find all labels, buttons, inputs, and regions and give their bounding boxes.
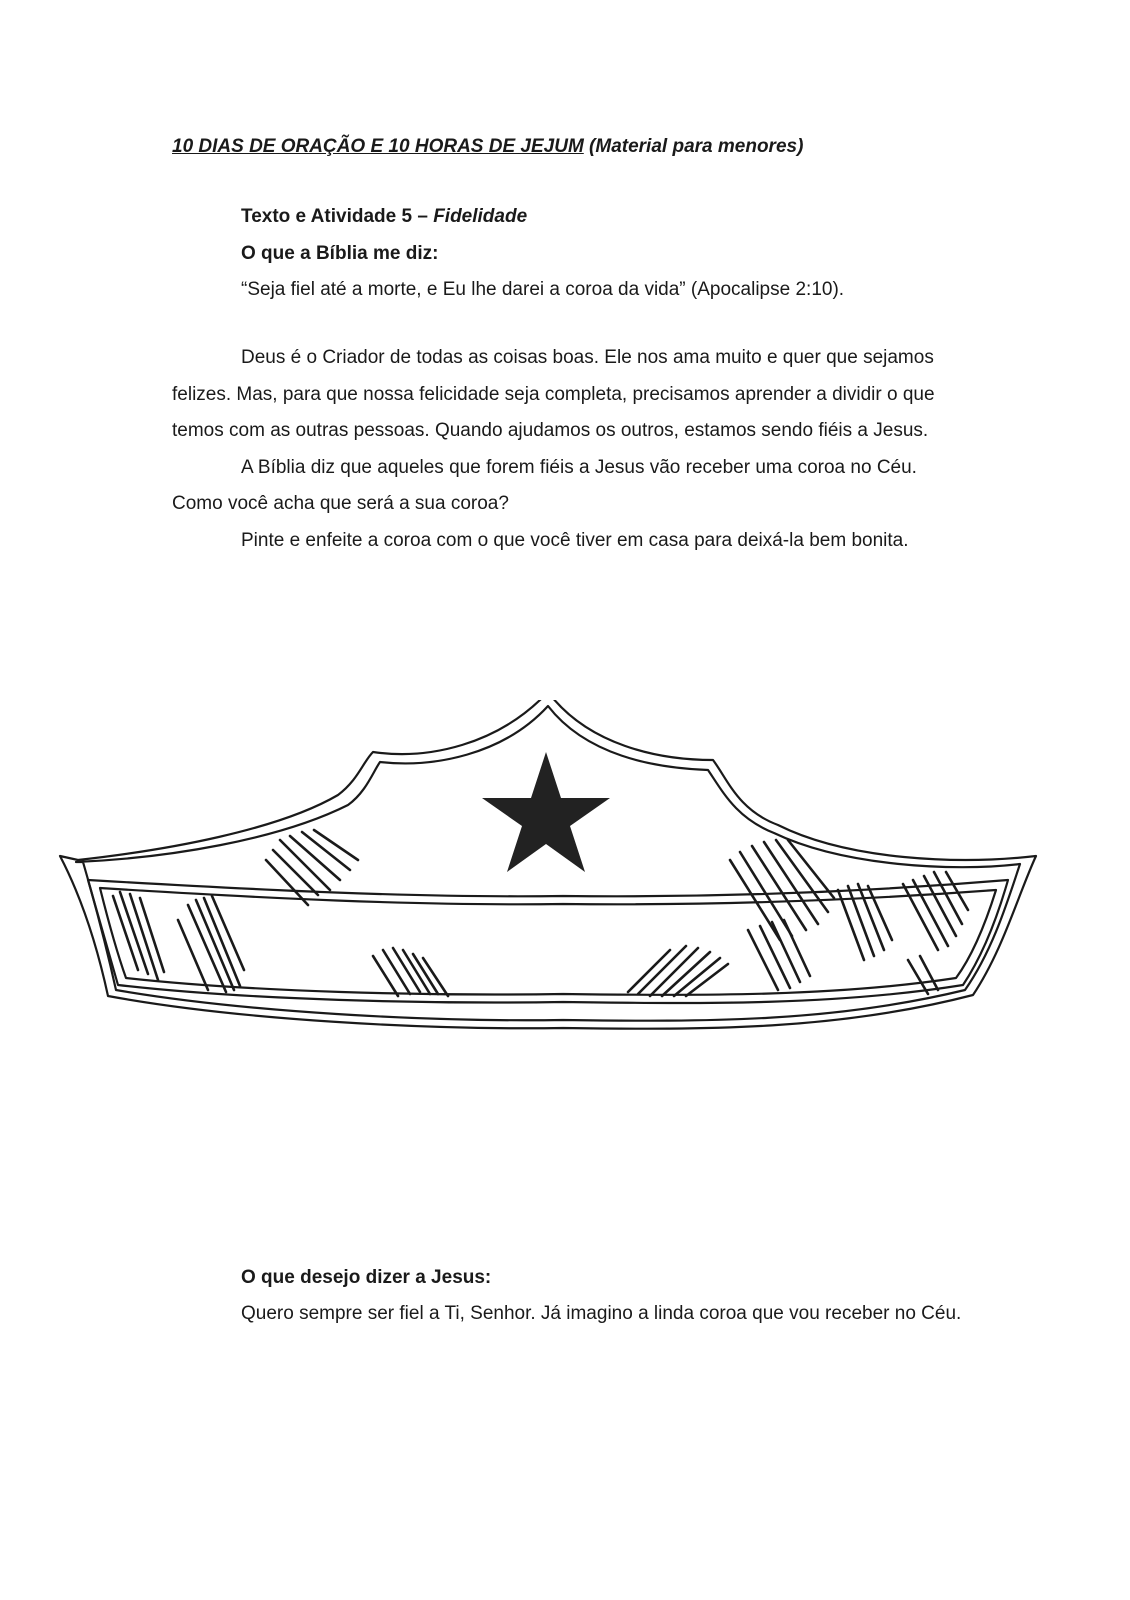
activity-title xyxy=(241,199,1031,236)
crown-outer-outline xyxy=(60,700,1036,1029)
body-text xyxy=(172,340,962,559)
prayer-text: Quero sempre ser fiel a Ti, Senhor. Já imagino a linda coroa que vou receber no Céu. xyxy=(241,1303,962,1324)
bible-verse: “Seja fiel até a morte, e Eu lhe darei a coroa da vida” (Apocalipse 2:10). xyxy=(241,279,845,300)
paragraph-2: A Bíblia diz que aqueles que forem fiéis a Jesus vão receber uma coroa no Céu. Como você acha que será a sua coroa? xyxy=(172,456,917,514)
prayer-block xyxy=(172,1296,962,1333)
paragraph-3: Pinte e enfeite a coroa com o que você tiver em casa para deixá-la bem bonita. xyxy=(241,529,909,551)
activity-label: Texto e Atividade 5 – xyxy=(241,206,428,227)
prayer-heading-block xyxy=(172,1260,1031,1297)
activity-header xyxy=(172,199,1031,309)
prayer-heading: O que desejo dizer a Jesus: xyxy=(241,1267,492,1288)
paragraph-1: Deus é o Criador de todas as coisas boas. Ele nos ama muito e quer que sejamos felizes. Mas, para que nossa felicidade seja completa, precisamos aprender a dividir o que temos com as outras pessoas. Quando ajudamos os outros, estamos sendo fiéis a Jesus. xyxy=(172,347,935,441)
activity-theme: Fidelidade xyxy=(433,206,528,227)
bible-heading: O que a Bíblia me diz: xyxy=(241,242,439,264)
crown-icon xyxy=(58,700,1068,1060)
title-main: 10 DIAS DE ORAÇÃO E 10 HORAS DE JEJUM xyxy=(172,136,584,157)
title-suffix: (Material para menores) xyxy=(589,136,804,157)
document-title xyxy=(172,136,803,158)
